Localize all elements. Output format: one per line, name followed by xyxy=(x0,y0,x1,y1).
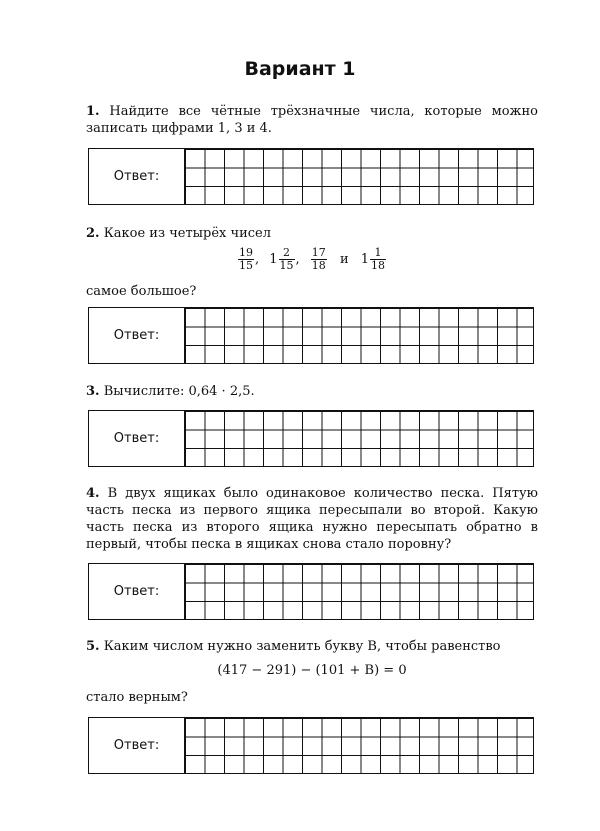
question-number: 2. xyxy=(86,226,100,241)
question-5-after: стало верным? xyxy=(86,690,188,705)
answer-grid-4[interactable] xyxy=(184,564,533,619)
fraction-4: $\frac{1}{18}$ xyxy=(371,246,386,272)
answer-label: Ответ: xyxy=(113,584,160,599)
answer-grid-2[interactable] xyxy=(184,308,533,363)
question-text: В двух ящиках было одинаковое количество песка. Пятую часть песка из первого ящика пересыпали во второй. Какую часть песка из второго ящика нужно пересыпать обратно в первый, чтобы песка в ящиках снова стало поровну? xyxy=(86,486,538,552)
fraction-3: $\frac{17}{18}$ xyxy=(311,246,326,272)
question-text: Какое из четырёх чисел xyxy=(103,226,271,241)
question-text: Каким числом нужно заменить букву B, чтобы равенство xyxy=(103,639,501,654)
fraction-2: $\frac{2}{15}$ xyxy=(279,246,294,272)
question-number: 3. xyxy=(86,384,100,399)
answer-box-5 xyxy=(88,717,534,774)
answer-grid-1[interactable] xyxy=(184,149,533,204)
question-3 xyxy=(86,383,538,400)
question-number: 4. xyxy=(86,486,100,501)
answer-label: Ответ: xyxy=(113,328,160,343)
answer-box-4 xyxy=(88,563,534,620)
question-1 xyxy=(86,103,538,137)
question-text: Найдите все чётные трёхзначные числа, которые можно записать цифрами 1, 3 и 4. xyxy=(86,104,538,136)
answer-grid-3[interactable] xyxy=(184,411,533,466)
answer-box-3 xyxy=(88,410,534,467)
answer-grid-5[interactable] xyxy=(184,718,533,773)
question-2-after: самое большое? xyxy=(86,284,197,299)
question-4 xyxy=(86,485,538,553)
answer-box-2 xyxy=(88,307,534,364)
page-title: Вариант 1 xyxy=(244,58,356,80)
question-number: 1. xyxy=(86,104,100,119)
question-2 xyxy=(86,225,538,242)
question-5 xyxy=(86,638,538,655)
answer-label: Ответ: xyxy=(113,431,160,446)
answer-box-1 xyxy=(88,148,534,205)
fraction-2-int: 1 xyxy=(269,252,278,267)
answer-label: Ответ: xyxy=(113,169,160,184)
fractions-line: $\frac{19}{15}$ , 1 $\frac{2}{15}$ , $\frac{17}{18}$ и 1 $\frac{1}{18}$ xyxy=(238,246,386,272)
conjunction: и xyxy=(339,252,349,267)
question-number: 5. xyxy=(86,639,100,654)
question-text: Вычислите: 0,64 · 2,5. xyxy=(103,384,255,399)
equation: (417 − 291) − (101 + B) = 0 xyxy=(217,663,407,678)
fraction-1: $\frac{19}{15}$ xyxy=(238,246,253,272)
answer-label: Ответ: xyxy=(113,738,160,753)
fraction-4-int: 1 xyxy=(360,252,370,267)
